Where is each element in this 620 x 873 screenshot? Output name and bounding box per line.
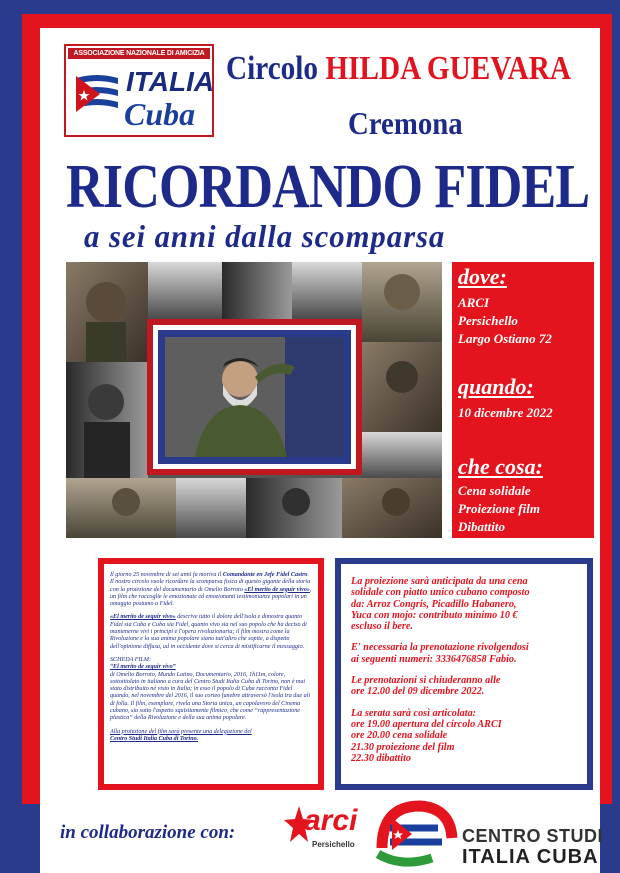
cosa-label: che cosa: (458, 454, 543, 479)
circolo-heading (226, 50, 571, 88)
collaboration-label: in collaborazione con: (60, 822, 236, 843)
centro-studi-logo-icon (372, 798, 458, 870)
main-title: RICORDANDO FIDEL (66, 153, 590, 221)
quando-value: 10 dicembre 2022 (458, 405, 553, 420)
dinner-info-box (335, 558, 593, 790)
film-text: descrive tutto il dolore dell'isola e dimostra quanto Fidel sia Cuba e Cuba sia Fidel, quanto vivo sia nel suo popolo che ha deciso di mantenerne vivi i principi e l'opera rivoluzionaria; il film mostra come la Rivoluzione e la sua anima popolare siano tutt'altro che sopite, a dispetto dell'opinione diffusa, ad in occidente dove si cerca di mistificarne il messaggio. (110, 614, 307, 650)
schedule-line: ore 20.00 cena solidale (351, 730, 448, 742)
delegazione-line (110, 729, 312, 736)
dinner-line: escluso il bere. (351, 621, 413, 633)
dinner-line: La proiezione sarà anticipata da una cena (351, 576, 528, 587)
cosa-line: Cena solidale (458, 483, 531, 498)
dinner-line: da: Arroz Congris, Picadillo Habanero, (351, 598, 517, 610)
film-description-box (98, 558, 324, 790)
schedule-line: 21.30 proiezione del film (351, 741, 455, 753)
event-info-box (452, 262, 594, 538)
logo-cuba: Cuba (124, 96, 196, 132)
fidel-portrait (165, 337, 344, 457)
subtitle: a sei anni dalla scomparsa (84, 218, 446, 254)
fidel-saluting-photo (165, 337, 344, 457)
centro-studi-line1: CENTRO STUDI (462, 826, 603, 846)
quando-label: quando: (458, 374, 534, 399)
arci-logo (284, 800, 364, 860)
dove-line: Persichello (458, 313, 518, 328)
intro-paragraph (110, 572, 312, 608)
film-paragraph (110, 614, 312, 650)
logo-italia: ITALIA (126, 66, 215, 97)
intro-text-3: , un film che raccoglie le emozionate ed emozionanti testimonianze popolari in un omaggio postumo a Fidel. (110, 586, 312, 608)
dinner-line: Yuca con mojo: contributo minimo 10 € (351, 609, 518, 621)
dove-line: Largo Ostiano 72 (458, 331, 552, 346)
intro-text-2: . Il nostro circolo vuole ricordare la scomparsa fisica di questo gigante della storia con la proiezione del documentario di Omelio Borroto (110, 572, 311, 593)
schedule-line: La serata sarà così articolata: (351, 707, 477, 719)
film-title-ref-2: «El merito de seguir vivo» (110, 614, 176, 621)
schedule-line: ore 19.00 apertura del circolo ARCI (351, 718, 502, 730)
intro-text: Il giorno 25 novembre di sei anni fa moriva il (110, 572, 223, 578)
circolo-name: HILDA GUEVARA (325, 50, 571, 87)
schedule-line: 22.30 dibattito (351, 752, 411, 764)
italia-cuba-logo (64, 44, 214, 137)
centro-studi-line (110, 736, 312, 743)
city-heading: Cremona (348, 105, 463, 141)
scheda-head: SCHEDA FILM: (110, 656, 152, 663)
cosa-line: Dibattito (458, 519, 505, 534)
film-title-ref: «El merito de seguir vivo» (244, 586, 310, 593)
booking-line: ai seguenti numeri: 3336476858 Fabio. (351, 653, 517, 665)
cosa-line: Proiezione film (458, 501, 540, 516)
cuban-flag-icon (72, 68, 122, 122)
dinner-line: solidale con piatto unico cubano composto (351, 587, 530, 599)
arci-sub: Persichello (312, 840, 355, 849)
comandante-text: Comandante en Jefe Fidel Castro (222, 572, 308, 578)
deadline-line: ore 12.00 del 09 dicembre 2022. (351, 686, 485, 698)
delegazione-text: Alla proiezione del film sarà presente una delegazione del (110, 728, 252, 735)
scheda-title-text: “El merito de seguir vivo” (110, 664, 176, 671)
centro-studi-text: Centro Studi Italia Cuba di Torino. (110, 735, 199, 742)
scheda-body: di Omelio Borroto, Mundo Latino, Documentario, 2016, 1h11m, colore, sottotitolato in italiano a cura del Centro Studi Italia Cuba di Torino, non è mai stato distribuito né visto in Italia; in esso il popolo di Cuba racconta Fidel quando, nel novembre del 2016, il suo corteo funebre attraversò l'isola tra due ali di folla. Il film, esemplare, rivela una Storia unica, un capolavoro del Cinema cubano, sia sotto l'aspetto squisitamente filmico, che come “rappresentazione plastica” della Rivoluzione e della sua anima popolare. (110, 671, 311, 722)
dove-line: ARCI (458, 295, 490, 310)
circolo-prefix: Circolo (226, 50, 319, 87)
arci-word: arci (304, 804, 358, 837)
logo-caption: ASSOCIAZIONE NAZIONALE DI AMICIZIA (68, 48, 210, 59)
dove-label: dove: (458, 264, 507, 289)
scheda-title (110, 664, 312, 671)
deadline-line: Le prenotazioni si chiuderanno alle (351, 675, 501, 687)
centro-studi-line2: ITALIA CUBA (462, 846, 599, 868)
booking-line: E' necessaria la prenotazione rivolgendosi (351, 642, 529, 654)
